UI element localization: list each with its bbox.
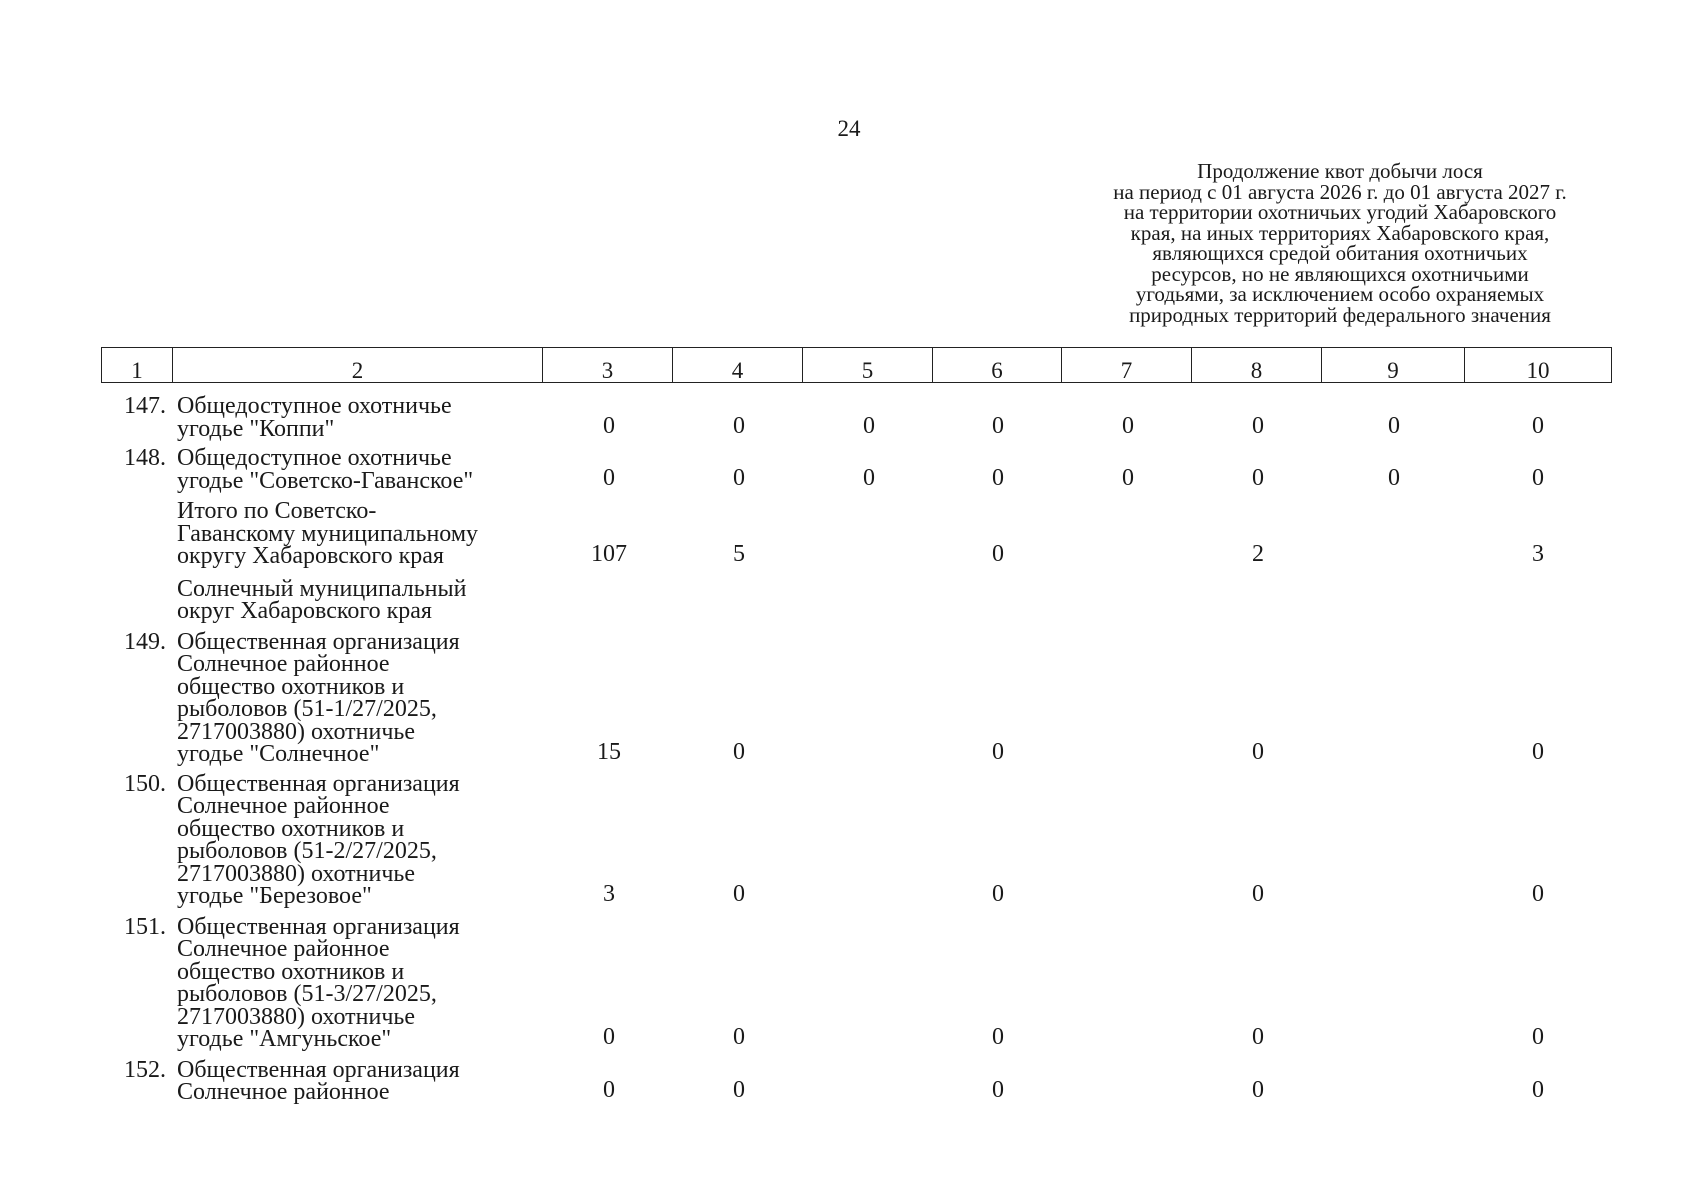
row-name-line: Итого по Советско- — [177, 498, 377, 524]
cell-col-8: 0 — [1252, 1023, 1264, 1050]
row-name-line: угодье "Березовое" — [177, 883, 372, 909]
page-number: 24 — [837, 116, 861, 141]
cell-col-8: 0 — [1252, 738, 1264, 765]
cell-col-5: 0 — [863, 465, 875, 491]
cell-col-9: 0 — [1388, 413, 1400, 439]
cell-col-10: 0 — [1532, 413, 1544, 439]
cell-col-10: 0 — [1532, 1076, 1544, 1103]
row-name-line: Общедоступное охотничье — [177, 393, 452, 419]
row-number: 152. — [124, 1056, 166, 1083]
row-name-line: угодье "Советско-Гаванское" — [177, 467, 474, 494]
cell-col-6: 0 — [992, 413, 1004, 439]
cell-col-10: 0 — [1532, 465, 1544, 491]
row-name-line: общество охотников и — [177, 673, 405, 700]
row-name — [177, 770, 547, 909]
cell-col-8: 0 — [1252, 1076, 1264, 1103]
cell-col-3: 0 — [603, 1023, 615, 1050]
row-name-line: Общедоступное охотничье — [177, 445, 452, 471]
row-name-line: 2717003880) охотничье — [177, 1003, 416, 1030]
row-name-line: угодье "Амгуньское" — [177, 1026, 392, 1052]
cell-col-6: 0 — [992, 738, 1004, 765]
cell-col-4: 0 — [733, 880, 745, 907]
table-row — [101, 500, 1611, 568]
cell-col-6: 0 — [992, 880, 1004, 907]
caption-line: природных территорий федерального значения — [1129, 302, 1551, 327]
caption-line: ресурсов, но не являющихся охотничьими — [1151, 261, 1529, 286]
cell-col-8: 0 — [1252, 880, 1264, 907]
caption-line: угодьями, за исключением особо охраняемых — [1135, 282, 1545, 306]
caption-line: являющихся средой обитания охотничьих — [1152, 241, 1528, 265]
column-header-8: 8 — [1192, 348, 1322, 383]
cell-col-9: 0 — [1388, 465, 1400, 491]
table-row — [101, 913, 1611, 1052]
row-name-line: 2717003880) охотничье — [177, 718, 416, 745]
row-name-line: Солнечное районное — [177, 793, 390, 819]
cell-col-4: 0 — [733, 413, 745, 439]
row-name — [177, 447, 547, 492]
row-name-line: Солнечное районное — [177, 936, 390, 962]
table-caption — [1050, 161, 1630, 325]
cell-col-8: 0 — [1252, 413, 1264, 439]
row-name-line: Гаванскому муниципальному — [177, 520, 479, 547]
row-name-line: 2717003880) охотничье — [177, 860, 416, 887]
column-header-7: 7 — [1062, 348, 1192, 383]
column-header-9: 9 — [1322, 348, 1465, 383]
row-name-line: Общественная организация — [177, 913, 460, 940]
cell-col-10: 3 — [1532, 540, 1544, 567]
row-name — [177, 628, 547, 767]
cell-col-4: 0 — [733, 738, 745, 765]
row-number: 147. — [124, 393, 166, 419]
row-name-line: Общественная организация — [177, 628, 460, 655]
caption-line: Продолжение квот добычи лося — [1197, 159, 1483, 183]
row-number: 149. — [124, 628, 166, 655]
cell-col-6: 0 — [992, 465, 1004, 491]
column-header-10: 10 — [1465, 348, 1612, 383]
column-header-3: 3 — [543, 348, 673, 383]
cell-col-10: 0 — [1532, 1023, 1544, 1050]
cell-col-8: 0 — [1252, 465, 1264, 491]
row-name-line: Солнечный муниципальный — [177, 575, 467, 602]
cell-col-4: 5 — [733, 540, 745, 567]
table-row — [101, 447, 1611, 492]
row-name-line: округ Хабаровского края — [177, 598, 432, 624]
column-header-4: 4 — [673, 348, 803, 383]
row-name — [177, 575, 547, 624]
row-name-line: рыболовов (51-1/27/2025, — [177, 696, 437, 722]
cell-col-6: 0 — [992, 1023, 1004, 1050]
column-header-5: 5 — [803, 348, 933, 383]
row-name-line: угодье "Коппи" — [177, 415, 335, 442]
cell-col-7: 0 — [1122, 465, 1134, 491]
caption-line: на территории охотничьих угодий Хабаровского — [1123, 200, 1557, 224]
cell-col-4: 0 — [733, 465, 745, 491]
header-row — [102, 348, 1612, 383]
cell-col-10: 0 — [1532, 880, 1544, 907]
row-name-line: рыболовов (51-2/27/2025, — [177, 838, 437, 864]
row-number: 150. — [124, 770, 166, 797]
row-name-line: Солнечное районное — [177, 651, 390, 677]
row-number: 151. — [124, 913, 166, 940]
row-name — [177, 913, 547, 1052]
row-name-line: общество охотников и — [177, 815, 405, 842]
cell-col-3: 0 — [603, 1076, 615, 1103]
cell-col-6: 0 — [992, 540, 1004, 567]
row-number: 148. — [124, 445, 166, 471]
cell-col-8: 2 — [1252, 540, 1264, 567]
table-row — [101, 1056, 1611, 1105]
cell-col-3: 0 — [603, 465, 615, 491]
cell-col-3: 3 — [603, 880, 615, 907]
row-name-line: общество охотников и — [177, 958, 405, 985]
cell-col-3: 0 — [603, 413, 615, 439]
column-header-1: 1 — [102, 348, 173, 383]
caption-line: края, на иных территориях Хабаровского края, — [1130, 220, 1550, 245]
cell-col-10: 0 — [1532, 738, 1544, 765]
cell-col-6: 0 — [992, 1076, 1004, 1103]
column-number-header — [101, 347, 1612, 383]
cell-col-3: 15 — [597, 738, 621, 765]
row-name-line: Солнечное районное — [177, 1079, 390, 1105]
column-header-2: 2 — [173, 348, 543, 383]
cell-col-3: 107 — [591, 540, 627, 567]
table-row — [101, 575, 1611, 624]
row-name — [177, 500, 547, 568]
table-row — [101, 770, 1611, 909]
column-header-6: 6 — [933, 348, 1062, 383]
table-row — [101, 395, 1611, 440]
cell-col-5: 0 — [863, 413, 875, 439]
table-row — [101, 628, 1611, 767]
cell-col-4: 0 — [733, 1076, 745, 1103]
table-body — [101, 395, 1611, 1104]
caption-line: на период с 01 августа 2026 г. до 01 августа 2027 г. — [1113, 179, 1567, 204]
row-name-line: округу Хабаровского края — [177, 543, 444, 569]
cell-col-4: 0 — [733, 1023, 745, 1050]
row-name-line: Общественная организация — [177, 1056, 460, 1083]
row-name — [177, 1056, 547, 1105]
row-name-line: угодье "Солнечное" — [177, 741, 380, 767]
row-name-line: Общественная организация — [177, 770, 460, 797]
row-name-line: рыболовов (51-3/27/2025, — [177, 981, 437, 1007]
cell-col-7: 0 — [1122, 413, 1134, 439]
row-name — [177, 395, 547, 440]
